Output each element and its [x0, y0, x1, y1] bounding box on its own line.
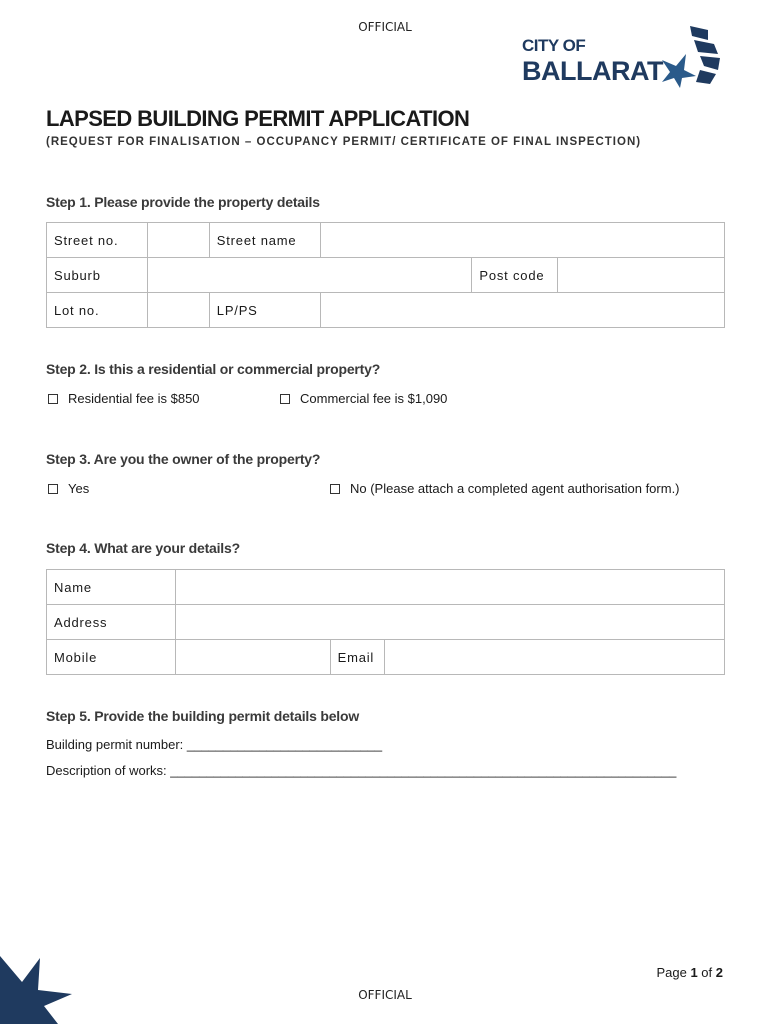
email-label: Email: [330, 640, 384, 675]
table-row: [47, 223, 725, 258]
permit-number-field[interactable]: Building permit number: ___________________________: [46, 737, 383, 752]
applicant-details-table: [46, 569, 725, 675]
property-details-table: [46, 222, 725, 328]
post-code-label: Post code: [472, 258, 558, 293]
suburb-field[interactable]: [147, 258, 471, 293]
owner-no-label: No (Please attach a completed agent authorisation form.): [350, 481, 680, 496]
street-name-label: Street name: [209, 223, 320, 258]
logo-line1: CITY OF: [522, 36, 586, 55]
residential-label: Residential fee is $850: [68, 391, 200, 406]
table-row: [47, 605, 725, 640]
corner-star-icon: [0, 956, 74, 1024]
owner-yes-option[interactable]: [48, 481, 89, 496]
classification-header: OFFICIAL: [358, 20, 412, 34]
table-row: [47, 640, 725, 675]
suburb-label: Suburb: [47, 258, 148, 293]
table-row: [47, 293, 725, 328]
commercial-option[interactable]: [280, 391, 447, 406]
table-row: [47, 258, 725, 293]
post-code-field[interactable]: [558, 258, 725, 293]
owner-no-checkbox[interactable]: [330, 484, 340, 494]
step2-heading: Step 2. Is this a residential or commercial property?: [46, 361, 381, 377]
address-field[interactable]: [175, 605, 724, 640]
residential-option[interactable]: [48, 391, 200, 406]
street-no-label: Street no.: [47, 223, 148, 258]
email-field[interactable]: [384, 640, 724, 675]
owner-yes-label: Yes: [68, 481, 90, 496]
commercial-label: Commercial fee is $1,090: [300, 391, 448, 406]
step5-heading: Step 5. Provide the building permit details below: [46, 708, 360, 724]
page-prefix: Page: [656, 965, 691, 980]
address-label: Address: [47, 605, 176, 640]
page-total: 2: [715, 965, 723, 980]
page-title: LAPSED BUILDING PERMIT APPLICATION: [46, 106, 470, 131]
lp-ps-field[interactable]: [320, 293, 724, 328]
logo-line2: BALLARAT: [522, 56, 663, 86]
city-logo: [522, 36, 732, 92]
page-number: [656, 965, 723, 980]
page-current: 1: [690, 965, 698, 980]
residential-checkbox[interactable]: [48, 394, 58, 404]
lot-no-field[interactable]: [147, 293, 209, 328]
owner-no-option[interactable]: [330, 481, 680, 496]
page-subtitle: (REQUEST FOR FINALISATION – OCCUPANCY PERMIT/ CERTIFICATE OF FINAL INSPECTION): [46, 136, 642, 148]
mobile-label: Mobile: [47, 640, 176, 675]
mobile-field[interactable]: [175, 640, 330, 675]
step1-heading: Step 1. Please provide the property details: [46, 194, 320, 210]
commercial-checkbox[interactable]: [280, 394, 290, 404]
name-field[interactable]: [175, 570, 724, 605]
table-row: [47, 570, 725, 605]
page-of: of: [697, 965, 716, 980]
name-label: Name: [47, 570, 176, 605]
classification-footer: OFFICIAL: [358, 988, 412, 1002]
step3-heading: Step 3. Are you the owner of the property?: [46, 451, 321, 467]
lot-no-label: Lot no.: [47, 293, 148, 328]
description-of-works-field[interactable]: Description of works: ______________________________________________________________________: [46, 763, 677, 778]
lp-ps-label: LP/PS: [209, 293, 320, 328]
street-no-field[interactable]: [147, 223, 209, 258]
owner-yes-checkbox[interactable]: [48, 484, 58, 494]
logo-emblem-icon: [660, 24, 726, 90]
step4-heading: Step 4. What are your details?: [46, 540, 240, 556]
street-name-field[interactable]: [320, 223, 724, 258]
